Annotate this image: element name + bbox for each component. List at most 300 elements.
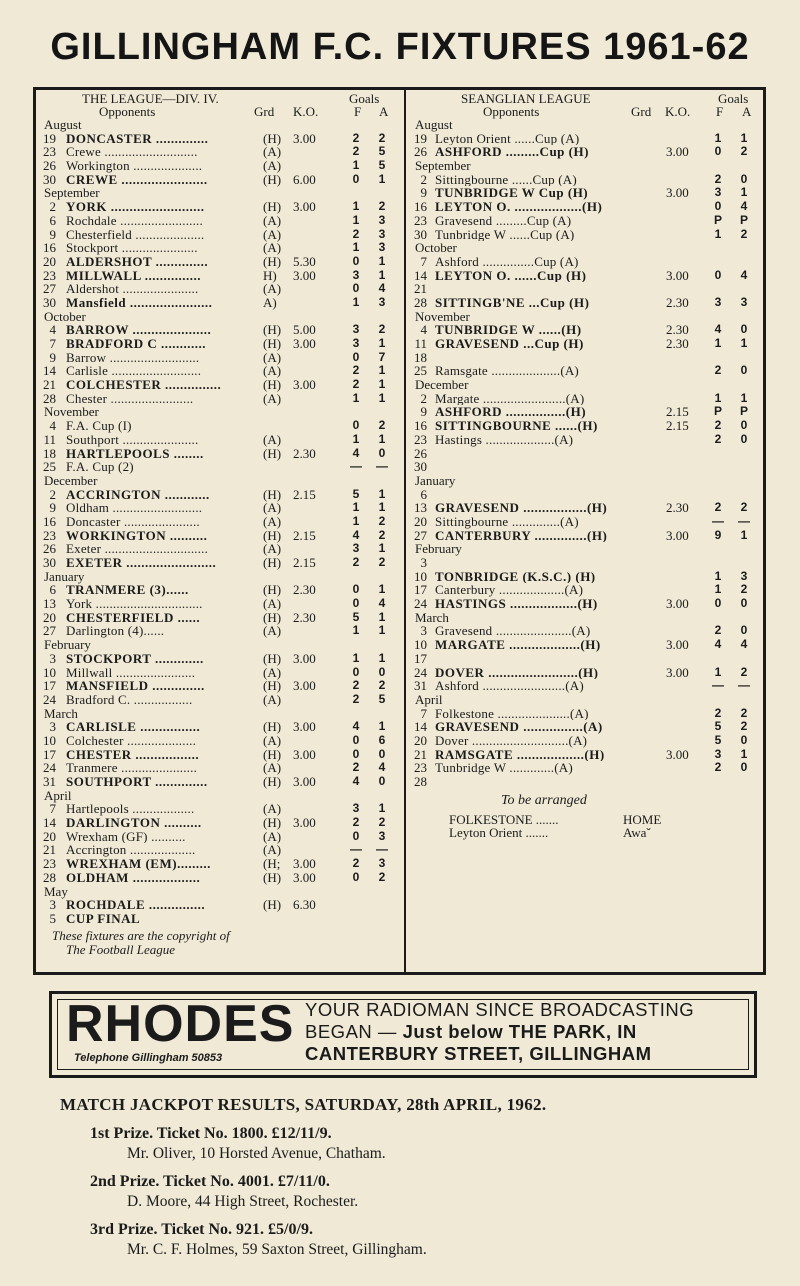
- month-label: October: [44, 308, 86, 324]
- goals-for: 1: [714, 664, 722, 679]
- goals-against: 1: [740, 527, 748, 542]
- goals-against: 1: [378, 363, 386, 378]
- fixture-ko: 3.00: [666, 185, 689, 201]
- fixture-ko: 2.30: [666, 322, 689, 338]
- tba-where: Awaˇ: [623, 825, 651, 841]
- fixture-opponent: GRAVESEND ................(A): [435, 720, 603, 734]
- fixture-opponent: F.A. Cup (2): [66, 460, 134, 474]
- goals-against: 2: [740, 144, 748, 159]
- month-label: January: [44, 568, 85, 584]
- goals-for: 5: [352, 486, 360, 501]
- goals-against: 1: [378, 377, 386, 392]
- fixture-opponent: BRADFORD C ............: [66, 337, 207, 351]
- goals-for: 2: [714, 623, 722, 638]
- fixture-opponent: Mansfield ......................: [66, 295, 213, 310]
- fixture-opponent: Southport ......................: [66, 432, 199, 447]
- goals-against: 0: [378, 774, 386, 788]
- fixture-date: 10: [414, 637, 427, 653]
- fixture-row: [44, 734, 398, 748]
- fixture-date: 2: [49, 486, 56, 502]
- col-a: A: [742, 104, 752, 119]
- fixture-opponent: CANTERBURY ..............(H): [435, 528, 608, 543]
- goals-against: 5: [378, 158, 386, 173]
- goals-for: 1: [352, 199, 360, 214]
- goals-for: 2: [352, 760, 360, 775]
- goals-for: 1: [352, 500, 360, 515]
- fixture-date: 30: [414, 226, 427, 242]
- goals-against: 2: [740, 664, 748, 679]
- fixture-ko: 3.00: [293, 336, 316, 351]
- fixture-ko: 3.00: [666, 596, 689, 612]
- fixture-row: [413, 597, 761, 611]
- fixture-date: 26: [414, 445, 427, 461]
- fixture-opponent: DARLINGTON ..........: [66, 816, 202, 830]
- goals-against: 4: [378, 281, 386, 296]
- fixture-date: 19: [43, 130, 56, 146]
- fixture-date: 20: [414, 732, 427, 748]
- goals-against: 1: [378, 267, 386, 282]
- fixture-row: [413, 556, 761, 570]
- goals-against: 2: [378, 815, 386, 830]
- fixture-ground: (H): [263, 746, 282, 762]
- fixture-ground: (H): [263, 582, 282, 598]
- goals-for: 2: [714, 705, 722, 720]
- goals-for: 1: [714, 130, 722, 145]
- goals-for: 0: [352, 828, 360, 843]
- fixture-row: [44, 816, 398, 830]
- rhodes-advert: [49, 991, 757, 1078]
- goals-for: 0: [352, 349, 360, 364]
- fixture-date: 11: [43, 431, 56, 447]
- fixture-row: [413, 720, 761, 734]
- fixture-row: [44, 666, 398, 680]
- prize-1: [90, 1125, 780, 1163]
- goals-for: —: [350, 842, 362, 857]
- fixture-ground: (H): [263, 774, 282, 789]
- fixture-row: [44, 652, 398, 666]
- fixture-ko: 3.00: [666, 664, 689, 680]
- goals-for: 1: [352, 513, 360, 528]
- goals-against: 0: [378, 445, 386, 460]
- goals-for: 2: [352, 678, 360, 693]
- goals-against: 1: [378, 253, 386, 268]
- fixture-ground: (H): [263, 253, 282, 269]
- fixture-row: [44, 693, 398, 707]
- month-heading: [44, 638, 398, 652]
- fixture-opponent: ALDERSHOT ..............: [66, 254, 209, 269]
- fixture-row: [44, 802, 398, 816]
- fixture-ko: 3.00: [293, 650, 316, 666]
- goals-for: —: [712, 513, 724, 528]
- fixture-ground: (A): [263, 828, 282, 844]
- slogan-line-1: YOUR RADIOMAN SINCE BROADCASTING: [305, 999, 695, 1020]
- fixture-ko: 3.00: [666, 746, 689, 762]
- goals-for: —: [350, 459, 362, 474]
- fixture-opponent: CHESTER .................: [66, 747, 200, 762]
- fixture-row: [44, 173, 398, 187]
- fixture-ko: 2.30: [666, 294, 689, 310]
- fixture-row: [44, 364, 398, 378]
- fixture-row: [44, 583, 398, 597]
- fixture-date: 4: [49, 322, 56, 338]
- fixture-date: 21: [43, 377, 56, 393]
- fixture-opponent: STOCKPORT .............: [66, 651, 204, 666]
- fixture-date: 9: [49, 226, 56, 242]
- fixture-row: [413, 447, 761, 461]
- fixture-date: 6: [49, 212, 56, 228]
- fixture-opponent: MARGATE ...................(H): [435, 638, 601, 652]
- fixture-opponent: TUNBRIDGE W ......(H): [435, 323, 582, 338]
- goals-for: 4: [352, 527, 360, 542]
- fixture-ground: A): [263, 294, 277, 310]
- goals-for: 0: [714, 144, 722, 159]
- fixture-ground: (A): [263, 281, 282, 297]
- fixture-date: 16: [43, 240, 56, 256]
- fixture-ground: (H): [263, 869, 282, 885]
- fixture-opponent: ROCHDALE ...............: [66, 898, 206, 912]
- month-heading: [44, 474, 398, 488]
- fixture-ground: (A): [263, 541, 282, 557]
- fixture-row: [44, 145, 398, 159]
- fixture-ground: (H): [263, 486, 282, 502]
- fixture-ground: (H): [263, 171, 282, 187]
- fixture-date: 13: [43, 596, 56, 612]
- fixture-opponent: TONBRIDGE (K.S.C.) (H): [435, 569, 596, 584]
- fixture-row: [44, 898, 398, 912]
- fixture-row: [44, 241, 398, 255]
- goals-against: 1: [740, 390, 748, 405]
- fixture-ground: (A): [263, 513, 282, 529]
- goals-against: 2: [378, 418, 386, 433]
- fixture-row: [44, 679, 398, 693]
- fixture-date: 14: [414, 267, 427, 283]
- fixture-ground: (H;: [263, 856, 281, 872]
- fixture-date: 26: [414, 144, 427, 160]
- fixture-row: [413, 186, 761, 200]
- fixture-opponent: MILLWALL ...............: [66, 268, 202, 283]
- fixture-ko: 5.30: [293, 253, 316, 269]
- fixture-date: 21: [414, 281, 427, 297]
- seanglian-goals-heading: Goals: [718, 91, 749, 106]
- fixture-row: [44, 351, 398, 365]
- tba-team: Leyton Orient .......: [449, 825, 549, 841]
- fixture-row: [44, 748, 398, 762]
- fixture-date: 28: [414, 294, 427, 310]
- goals-for: 0: [352, 732, 360, 747]
- fixture-opponent: Aldershot ......................: [66, 282, 199, 296]
- goals-against: 1: [740, 336, 748, 350]
- goals-against: 3: [378, 226, 386, 241]
- fixture-opponent: Ashford ...............Cup (A): [435, 254, 579, 269]
- fixture-date: 7: [420, 253, 427, 269]
- fixture-row: [413, 583, 761, 597]
- fixture-date: 16: [414, 199, 427, 215]
- fixture-row: [413, 419, 761, 433]
- fixture-row: [413, 255, 761, 269]
- fixture-row: [44, 337, 398, 351]
- fixture-date: 30: [43, 171, 56, 187]
- goals-for: 2: [352, 377, 360, 392]
- fixture-date: 6: [49, 582, 56, 598]
- fixture-row: [413, 214, 761, 228]
- goals-for: 3: [352, 541, 360, 556]
- fixture-ground: (H): [263, 555, 282, 570]
- month-heading: [44, 310, 398, 324]
- goals-for: 1: [714, 568, 722, 583]
- fixture-row: [44, 228, 398, 242]
- fixture-row: [44, 488, 398, 502]
- fixture-ground: (H): [263, 815, 282, 831]
- fixture-opponent: Ashford ........................(A): [435, 679, 584, 693]
- goals-against: 0: [378, 746, 386, 761]
- fixture-row: [413, 337, 761, 351]
- fixture-opponent: GRAVESEND .................(H): [435, 501, 608, 515]
- fixture-ko: 3.00: [293, 130, 316, 146]
- prize-line: 2nd Prize. Ticket No. 4001. £7/11/0.: [90, 1173, 330, 1190]
- fixture-ground: (A): [263, 664, 282, 680]
- fixture-ko: 3.00: [293, 267, 316, 283]
- fixture-date: 24: [43, 760, 56, 776]
- goals-against: 2: [378, 527, 386, 542]
- fixture-opponent: SOUTHPORT ..............: [66, 775, 208, 789]
- goals-against: 4: [740, 267, 748, 282]
- fixture-row: [413, 351, 761, 365]
- fixture-row: [44, 611, 398, 625]
- fixture-date: 28: [414, 774, 427, 789]
- fixture-date: 26: [43, 541, 56, 557]
- fixture-date: 30: [43, 555, 56, 570]
- goals-against: 1: [378, 336, 386, 350]
- fixture-ground: (H): [263, 609, 282, 625]
- fixture-date: 27: [43, 623, 56, 639]
- fixture-row: [413, 173, 761, 187]
- month-label: November: [44, 404, 99, 420]
- goals-against: 2: [740, 500, 748, 515]
- fixture-row: [413, 666, 761, 680]
- fixture-ground: (H): [263, 130, 282, 146]
- fixture-date: 17: [414, 582, 427, 598]
- fixture-ground: (A): [263, 801, 282, 817]
- fixture-date: 10: [414, 568, 427, 584]
- col-opponents: Opponents: [99, 104, 156, 119]
- goals-for: 0: [714, 596, 722, 611]
- month-heading: [44, 570, 398, 584]
- goals-against: 5: [378, 691, 386, 706]
- goals-for: 4: [714, 637, 722, 652]
- seanglian-heading: SEANGLIAN LEAGUE: [461, 91, 591, 106]
- goals-against: —: [376, 842, 388, 857]
- fixture-date: 21: [43, 842, 56, 858]
- goals-against: 2: [378, 130, 386, 145]
- fixture-row: [413, 282, 761, 296]
- fixture-date: 7: [49, 801, 56, 817]
- goals-against: 4: [740, 637, 748, 652]
- goals-for: —: [712, 678, 724, 693]
- fixture-row: [44, 624, 398, 638]
- goals-for: 1: [352, 294, 360, 309]
- fixture-row: [413, 132, 761, 146]
- fixture-ground: (H): [263, 377, 282, 393]
- fixture-row: [413, 734, 761, 748]
- goals-against: 0: [740, 418, 748, 433]
- goals-against: 2: [378, 513, 386, 528]
- goals-against: —: [738, 513, 750, 528]
- fixture-row: [44, 501, 398, 515]
- fixture-date: 9: [49, 349, 56, 365]
- advert-brand: RHODES: [66, 995, 295, 1053]
- goals-against: 1: [378, 719, 386, 734]
- league-heading: THE LEAGUE—DIV. IV.: [82, 91, 219, 106]
- goals-against: 0: [740, 431, 748, 446]
- goals-for: 5: [352, 609, 360, 624]
- fixture-row: [413, 145, 761, 159]
- fixture-opponent: Stockport ......................: [66, 241, 198, 255]
- goals-against: 3: [378, 240, 386, 255]
- month-label: February: [44, 637, 91, 653]
- col-a: A: [379, 104, 389, 119]
- fixture-opponent: EXETER ........................: [66, 556, 217, 570]
- goals-for: 5: [714, 732, 722, 747]
- month-heading: [44, 707, 398, 721]
- goals-against: 3: [378, 294, 386, 309]
- goals-for: 2: [714, 500, 722, 515]
- goals-for: 1: [714, 390, 722, 405]
- fixture-row: [413, 652, 761, 666]
- fixture-ground: (A): [263, 623, 282, 639]
- fixture-ground: (A): [263, 691, 282, 707]
- fixture-ko: 3.00: [666, 144, 689, 160]
- fixture-opponent: York ...............................: [66, 597, 203, 611]
- month-heading: [44, 118, 398, 132]
- goals-against: 1: [378, 623, 386, 638]
- fixture-opponent: DONCASTER ..............: [66, 131, 209, 146]
- fixture-row: [44, 392, 398, 406]
- month-heading: [413, 241, 761, 255]
- fixture-ground: (A): [263, 596, 282, 612]
- fixture-ground: (A): [263, 760, 282, 776]
- fixture-ground: (H): [263, 336, 282, 351]
- fixture-ko: 3.00: [293, 856, 316, 872]
- month-label: August: [415, 117, 453, 132]
- fixture-row: [44, 529, 398, 543]
- goals-for: 3: [352, 336, 360, 350]
- goals-for: 0: [352, 664, 360, 679]
- fixture-date: 18: [43, 445, 56, 461]
- fixture-row: [413, 460, 761, 474]
- goals-against: 1: [740, 130, 748, 145]
- month-label: April: [44, 787, 72, 803]
- goals-against: 1: [378, 171, 386, 186]
- fixture-row: [44, 269, 398, 283]
- league-header: [44, 92, 398, 105]
- fixture-date: 11: [414, 336, 427, 351]
- goals-for: 2: [352, 815, 360, 830]
- goals-against: 1: [740, 185, 748, 200]
- fixture-opponent: LEYTON O. ..................(H): [435, 200, 603, 214]
- fixture-opponent: Sittingbourne ......Cup (A): [435, 172, 577, 187]
- goals-for: 0: [352, 596, 360, 611]
- fixture-opponent: Chesterfield ....................: [66, 227, 205, 242]
- fixture-ko: 2.15: [666, 418, 689, 434]
- fixture-opponent: GRAVESEND ...Cup (H): [435, 337, 584, 351]
- fixture-ko: 6.30: [293, 897, 316, 913]
- fixture-ko: 3.00: [293, 719, 316, 735]
- fixture-date: 23: [414, 760, 427, 776]
- fixture-date: 23: [43, 144, 56, 160]
- fixture-opponent: DOVER ........................(H): [435, 665, 599, 680]
- fixture-ground: (A): [263, 226, 282, 242]
- goals-against: 1: [378, 609, 386, 624]
- month-label: March: [415, 609, 449, 625]
- fixture-ko: 3.00: [666, 637, 689, 653]
- fixture-date: 3: [49, 650, 56, 666]
- fixture-opponent: Crewe ...........................: [66, 145, 198, 160]
- goals-against: 1: [378, 390, 386, 405]
- fixture-ground: (H): [263, 322, 282, 338]
- prize-line: 1st Prize. Ticket No. 1800. £12/11/9.: [90, 1125, 332, 1142]
- goals-against: 2: [378, 869, 386, 884]
- fixture-row: [44, 447, 398, 461]
- fixture-date: 23: [43, 527, 56, 543]
- goals-for: 3: [714, 294, 722, 309]
- fixture-opponent: LEYTON O. ......Cup (H): [435, 268, 587, 283]
- fixture-row: [44, 912, 398, 926]
- fixture-row: [44, 597, 398, 611]
- fixture-row: [413, 638, 761, 652]
- fixture-row: [413, 748, 761, 762]
- month-label: September: [44, 185, 100, 201]
- fixture-row: [44, 843, 398, 857]
- fixture-opponent: Hartlepools ..................: [66, 802, 195, 817]
- fixture-date: 25: [414, 363, 427, 379]
- league-goals-heading: Goals: [349, 91, 380, 106]
- fixture-row: [44, 830, 398, 844]
- goals-against: P: [739, 404, 748, 419]
- fixture-row: [44, 159, 398, 173]
- month-label: December: [415, 377, 469, 393]
- fixture-ko: 2.30: [293, 445, 316, 461]
- goals-for: P: [713, 404, 722, 419]
- fixture-opponent: Bradford C. .................: [66, 692, 193, 707]
- fixture-opponent: BARROW .....................: [66, 323, 212, 338]
- goals-for: 0: [714, 267, 722, 282]
- fixture-ground: (A): [263, 363, 282, 379]
- goals-for: 1: [714, 582, 722, 597]
- fixture-ground: (A): [263, 240, 282, 256]
- fixture-opponent: SITTINGB'NE ...Cup (H): [435, 295, 590, 310]
- goals-against: 1: [378, 486, 386, 501]
- month-label: September: [415, 158, 471, 174]
- goals-against: 6: [378, 732, 386, 747]
- prize-winner: D. Moore, 44 High Street, Rochester.: [127, 1193, 359, 1210]
- slogan-line-2: [305, 1021, 745, 1043]
- fixture-date: 16: [414, 418, 427, 434]
- fixture-date: 9: [420, 185, 427, 201]
- fixture-ko: 2.15: [666, 404, 689, 420]
- fixture-row: [44, 323, 398, 337]
- fixture-ground: (H): [263, 719, 282, 735]
- month-heading: [44, 186, 398, 200]
- fixture-row: [413, 405, 761, 419]
- goals-for: 2: [714, 431, 722, 446]
- league-fixture-list: [44, 118, 398, 926]
- col-grd: Grd: [254, 104, 275, 119]
- fixture-date: 20: [43, 609, 56, 625]
- month-label: August: [44, 117, 82, 132]
- fixture-row: [413, 228, 761, 242]
- fixture-opponent: Exeter ..............................: [66, 542, 209, 557]
- month-heading: [44, 405, 398, 419]
